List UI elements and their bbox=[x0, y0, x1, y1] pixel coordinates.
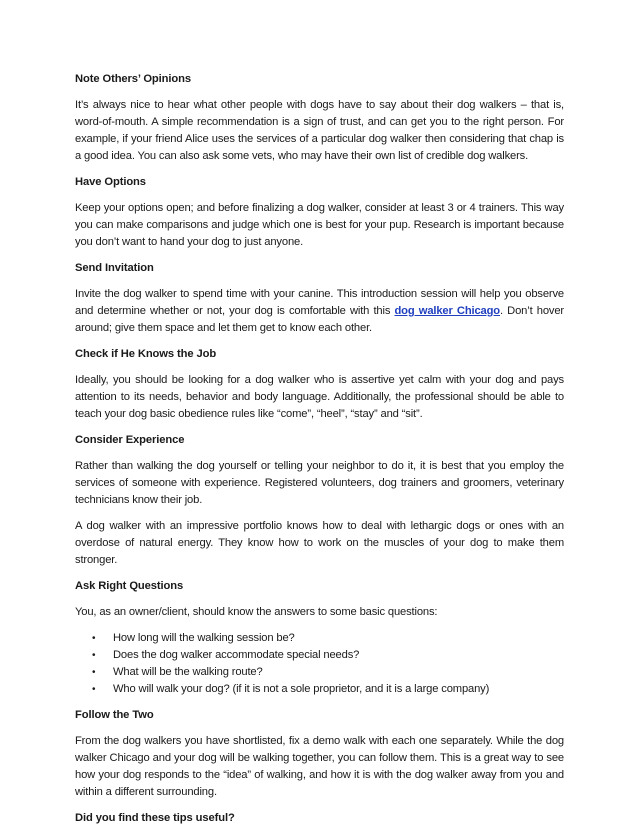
list-item-text: Who will walk your dog? (if it is not a sole proprietor, and it is a large company) bbox=[113, 683, 490, 695]
list-item-text: What will be the walking route? bbox=[113, 666, 263, 678]
list-item bbox=[92, 681, 564, 698]
heading-check-job: Check if He Knows the Job bbox=[75, 348, 217, 360]
paragraph-invitation bbox=[75, 286, 564, 337]
bullet-icon: • bbox=[92, 650, 96, 661]
list-item bbox=[92, 664, 564, 681]
heading-send-invitation: Send Invitation bbox=[75, 262, 154, 274]
bullet-icon: • bbox=[92, 633, 96, 644]
questions-list bbox=[75, 630, 564, 698]
paragraph-follow: From the dog walkers you have shortlisted, fix a demo walk with each one separately. While the dog walker Chicago and your dog will be walking together, you can follow them. This is a great way to see how your dog responds to the “idea” of walking, and how it is with the dog walker away from you and within a different surrounding. bbox=[75, 735, 564, 798]
dog-walker-chicago-link[interactable]: dog walker Chicago bbox=[394, 305, 500, 317]
paragraph-opinions: It’s always nice to hear what other people with dogs have to say about their dog walkers – that is, word-of-mouth. A simple recommendation is a sign of trust, and can get you to the right person. For example, if your friend Alice uses the services of a particular dog walker then considering that chap is a good idea. You can also ask some vets, who may have their own list of credible dog walkers. bbox=[75, 99, 564, 162]
paragraph-options: Keep your options open; and before finalizing a dog walker, consider at least 3 or 4 trainers. This way you can make comparisons and judge which one is best for your pup. Research is important because you don’t want to hand your dog to just anyone. bbox=[75, 202, 564, 248]
heading-have-options: Have Options bbox=[75, 176, 146, 188]
heading-follow-the-two: Follow the Two bbox=[75, 709, 154, 721]
bullet-icon: • bbox=[92, 684, 96, 695]
invitation-text-after: . Don’t hover around; give them space and let them get to know each other. bbox=[75, 305, 564, 334]
invitation-text-before: Invite the dog walker to spend time with your canine. This introduction session will help you observe and determine whether or not, your dog is comfortable with this bbox=[75, 288, 564, 317]
paragraph-experience-2: A dog walker with an impressive portfolio knows how to deal with lethargic dogs or ones with an overdose of natural energy. They know how to work on the muscles of your dog to make them stronger. bbox=[75, 520, 564, 566]
heading-tips-useful: Did you find these tips useful? bbox=[75, 812, 235, 824]
paragraph-experience-1: Rather than walking the dog yourself or telling your neighbor to do it, it is best that you employ the services of someone with experience. Registered volunteers, dog trainers and groomers, veterinary technicians know their job. bbox=[75, 460, 564, 506]
heading-consider-experience: Consider Experience bbox=[75, 434, 185, 446]
heading-note-others-opinions: Note Others’ Opinions bbox=[75, 73, 192, 85]
list-item-text: Does the dog walker accommodate special needs? bbox=[113, 649, 360, 661]
list-item-text: How long will the walking session be? bbox=[113, 632, 295, 644]
document-page bbox=[75, 71, 564, 836]
paragraph-questions-intro: You, as an owner/client, should know the answers to some basic questions: bbox=[75, 606, 438, 618]
heading-ask-right-questions: Ask Right Questions bbox=[75, 580, 184, 592]
list-item bbox=[92, 630, 564, 647]
bullet-icon: • bbox=[92, 667, 96, 678]
list-item bbox=[92, 647, 564, 664]
paragraph-check-job: Ideally, you should be looking for a dog walker who is assertive yet calm with your dog and pays attention to its needs, behavior and body language. Additionally, the professional should be able to teach your dog basic obedience rules like “come”, “heel”, “stay” and “sit”. bbox=[75, 374, 564, 420]
